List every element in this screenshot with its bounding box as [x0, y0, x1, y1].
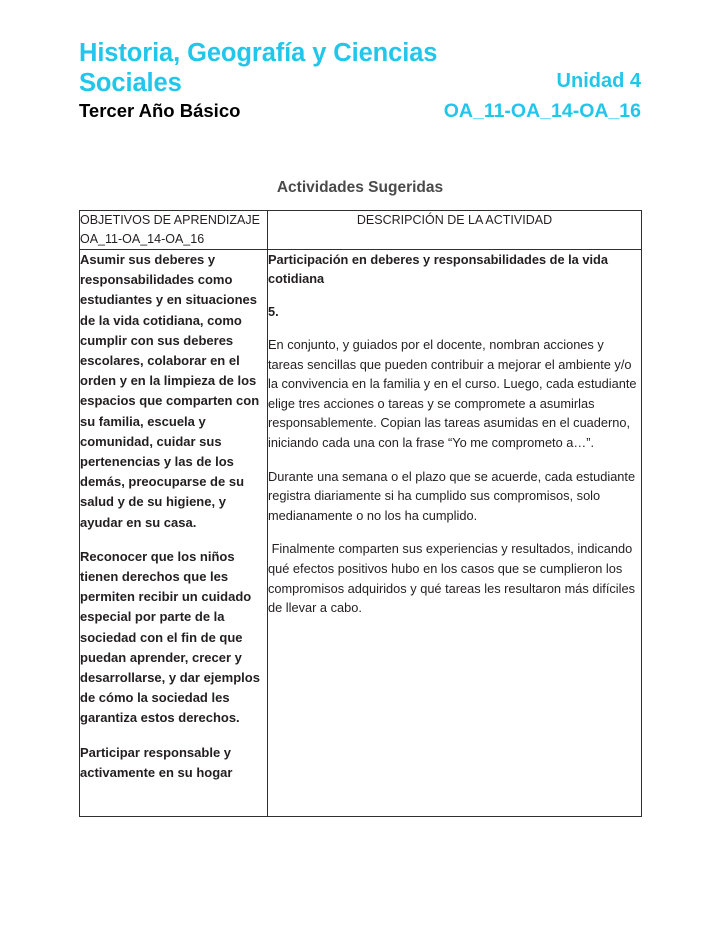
section-heading: Actividades Sugeridas — [276, 179, 444, 196]
activity-paragraph: Finalmente comparten sus experiencias y resultados, indicando qué efectos positivos hubo en los casos que se cumplieron los compromisos adquiridos y qué tareas les resultaron más difíciles de llevar a cabo. — [268, 541, 639, 616]
unit-label: Unidad 4 — [556, 70, 641, 92]
suggested-activities-table — [79, 210, 642, 817]
table-row — [80, 250, 642, 817]
activity-heading: Participación en deberes y responsabilidades de la vida cotidiana — [268, 252, 608, 286]
objective-item: Asumir sus deberes y responsabilidades como estudiantes y en situaciones de la vida cotidiana, como cumplir con sus deberes escolares, colaborar en el orden y en la limpieza de los espacios que comparten con su familia, escuela y comunidad, cuidar sus pertenencias y las de los demás, preocuparse de su salud y de su higiene, y ayudar en su casa. — [80, 252, 260, 530]
column-header-objectives: OBJETIVOS DE APRENDIZAJE OA_11-OA_14-OA_16 — [80, 211, 268, 250]
objectives-cell — [80, 250, 268, 817]
masthead-grade-row — [79, 99, 641, 125]
objective-item: Reconocer que los niños tienen derechos que les permiten recibir un cuidado especial por parte de la sociedad con el fin de que puedan aprender, crecer y desarrollarse, y dar ejemplos de cómo la sociedad les garantiza estos derechos. — [80, 548, 260, 726]
masthead-title-row — [79, 38, 641, 98]
grade-level-label: Tercer Año Básico — [79, 100, 241, 121]
document-title: Historia, Geografía y Ciencias Sociales — [79, 39, 438, 97]
objective-item: Participar responsable y activamente en su hogar — [80, 744, 233, 780]
activity-number: 5. — [268, 304, 279, 319]
activity-paragraph: En conjunto, y guiados por el docente, nombran acciones y tareas sencillas que pueden contribuir a mejorar el ambiente y/o la convivencia en la familia y en el curso. Luego, cada estudiante elige tres acciones o tareas y se compromete a asumirlas responsablemente. Copian las tareas asumidas en el cuaderno, iniciando cada una con la frase “Yo me comprometo a…”. — [268, 337, 641, 450]
column-header-description: DESCRIPCIÓN DE LA ACTIVIDAD — [268, 211, 642, 250]
table-header-row — [80, 211, 642, 250]
learning-objective-codes: OA_11-OA_14-OA_16 — [443, 100, 641, 122]
activity-description-cell — [268, 250, 642, 817]
activity-paragraph: Durante una semana o el plazo que se acuerde, cada estudiante registra diariamente si ha cumplido sus compromisos, solo medianamente o no los ha cumplido. — [268, 468, 639, 523]
document-masthead — [79, 38, 641, 125]
